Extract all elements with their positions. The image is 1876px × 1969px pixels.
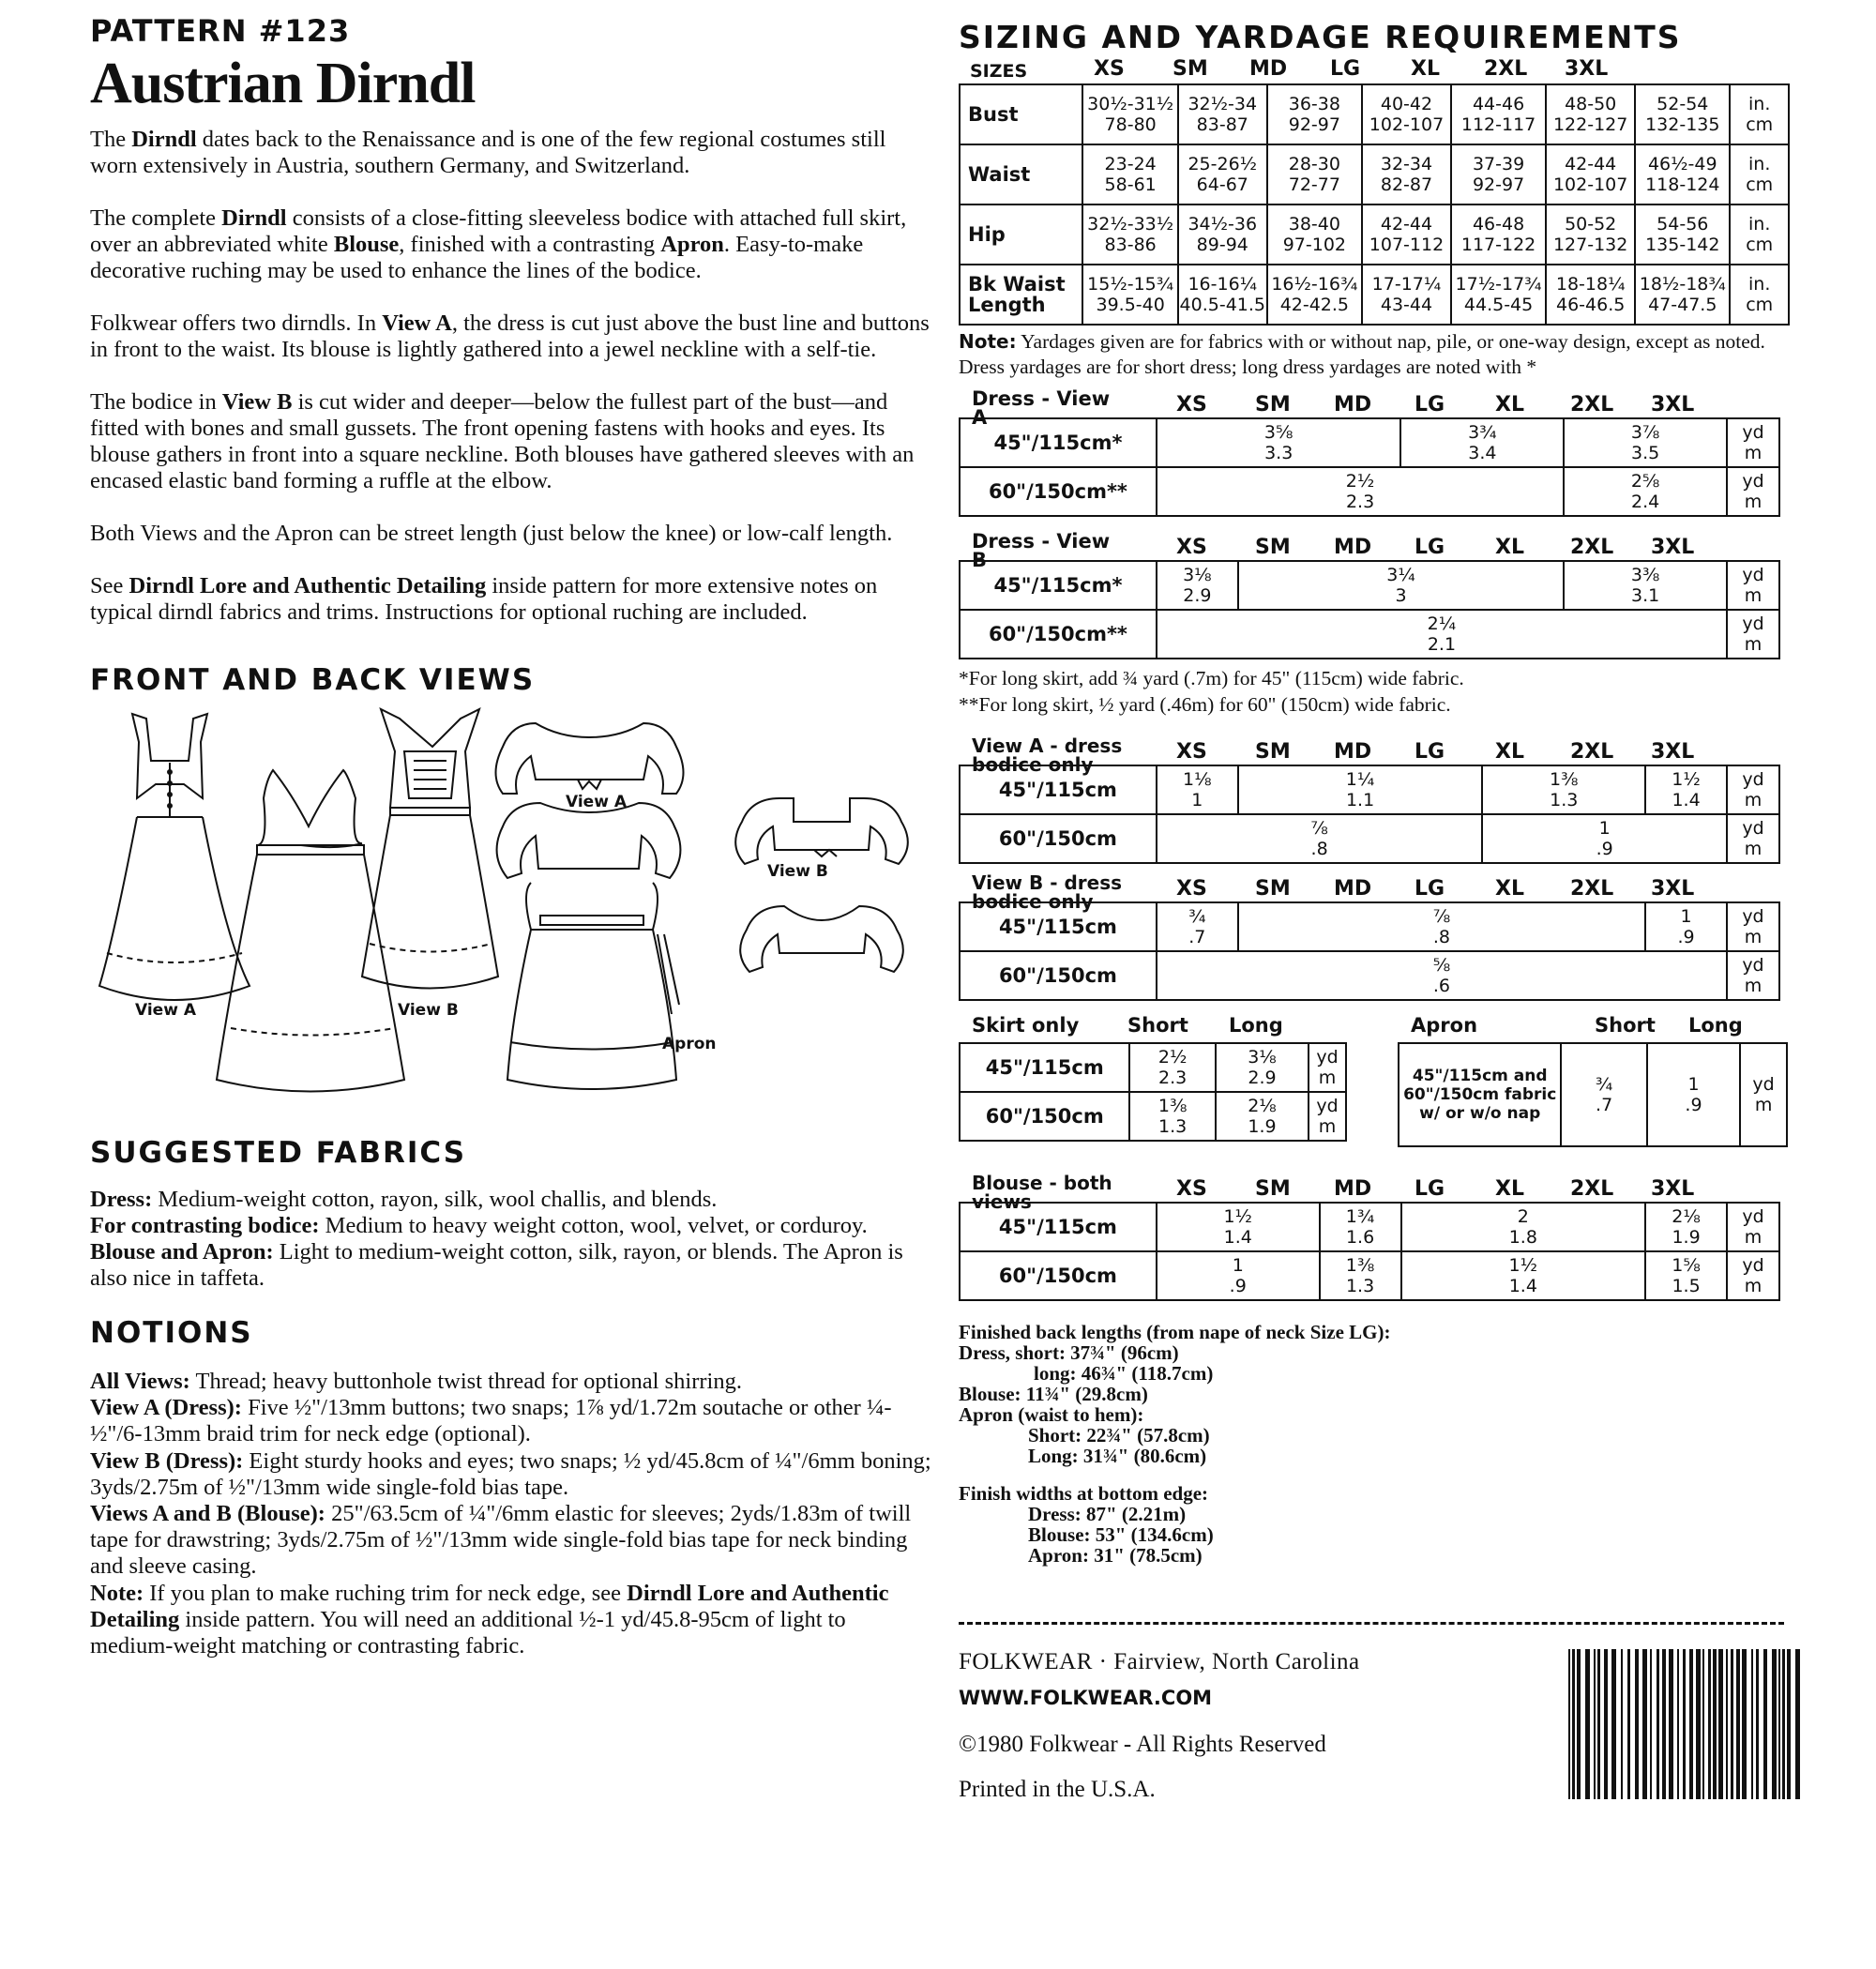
yardage-cell: 3⅞ 3.5 — [1564, 418, 1727, 467]
sizing-heading: SIZING AND YARDAGE REQUIREMENTS — [959, 19, 1682, 55]
sizes-header — [959, 57, 1859, 83]
barcode-bar — [1621, 1649, 1623, 1799]
yardage-cell: ¾ .7 — [1157, 902, 1238, 951]
size-header: 3XL — [1651, 877, 1695, 901]
barcode-bar — [1736, 1649, 1740, 1799]
measure-cell: 32½-33½ 83-86 — [1082, 204, 1177, 265]
barcode-bar — [1756, 1649, 1759, 1799]
long-note-2: **For long skirt, ½ yard (.46m) for 60" (150cm) wide fabric. — [959, 693, 1451, 716]
yardage-cell: 2½ 2.3 — [1157, 467, 1564, 516]
skirt-short-cell: 2½ 2.3 — [1129, 1043, 1215, 1092]
yardage-cell: 1 .9 — [1645, 902, 1727, 951]
skirt-row — [960, 1092, 1346, 1141]
intro-paragraph-5: Both Views and the Apron can be street length (just below the knee) or low-calf length. — [90, 521, 893, 546]
yardage-cell: 3⅝ 3.3 — [1157, 418, 1401, 467]
measure-label: Hip — [960, 204, 1082, 265]
size-header: 2XL — [1570, 740, 1614, 764]
width-apron: Apron: 31" (78.5cm) — [1028, 1544, 1203, 1567]
footer-website[interactable]: WWW.FOLKWEAR.COM — [959, 1687, 1213, 1709]
fabric-width-label: 60"/150cm — [960, 951, 1157, 1000]
dress_b-header — [959, 530, 1859, 571]
apron-col-short: Short — [1595, 1014, 1656, 1037]
yardage-cell: 1½ 1.4 — [1645, 765, 1727, 814]
measure-cell: 17½-17¾ 44.5-45 — [1451, 265, 1546, 325]
size-header: XS — [1176, 740, 1207, 764]
size-header: 2XL — [1570, 536, 1614, 559]
label-view-a: View A — [135, 1001, 196, 1020]
size-header: LG — [1415, 393, 1445, 417]
bodice-view-b-section — [959, 871, 1859, 1001]
dress_b-title: Dress - View B — [972, 530, 1111, 571]
dress-view-b-section — [959, 530, 1859, 659]
view-a-dress-sketch — [99, 714, 250, 1000]
dress_a-header — [959, 387, 1859, 429]
barcode-bar — [1627, 1649, 1630, 1799]
view-b-blouse-front-sketch — [735, 798, 908, 864]
yardage-cell: 3¼ 3 — [1238, 561, 1564, 610]
blouse-title: Blouse - both views — [972, 1172, 1112, 1213]
yardage-cell: ⅞ .8 — [1238, 902, 1645, 951]
size-header: XS — [1176, 393, 1207, 417]
skirt-col-long: Long — [1229, 1014, 1283, 1037]
apron-title: Apron — [1411, 1014, 1478, 1037]
size-header: LG — [1415, 877, 1445, 901]
skirt-section — [959, 1014, 1353, 1142]
measure-cell: 16-16¼ 40.5-41.5 — [1178, 265, 1267, 325]
barcode-bar — [1782, 1649, 1785, 1799]
yardage-units: yd m — [1727, 765, 1779, 814]
barcode-graphic — [1568, 1649, 1803, 1809]
yardage-units: yd m — [1727, 561, 1779, 610]
size-header: MD — [1334, 877, 1372, 901]
size-header: MD — [1334, 393, 1372, 417]
size-header: LG — [1415, 536, 1445, 559]
size-sm: SM — [1172, 57, 1208, 81]
skirt-units: yd m — [1309, 1092, 1346, 1141]
barcode-bar — [1726, 1649, 1728, 1799]
measure-cell: 32½-34 83-87 — [1178, 84, 1267, 144]
size-header: 2XL — [1570, 877, 1614, 901]
size-header: SM — [1255, 393, 1291, 417]
fabric-width-label: 45"/115cm — [960, 1043, 1129, 1092]
size-header: SM — [1255, 877, 1291, 901]
apron-section — [1398, 1014, 1792, 1147]
fabric-width-label: 60"/150cm — [960, 814, 1157, 863]
sizing-row — [960, 204, 1789, 265]
apron-units-cell: yd m — [1740, 1043, 1787, 1146]
size-header: XL — [1495, 877, 1524, 901]
measure-cell: 36-38 92-97 — [1267, 84, 1362, 144]
measure-label: Bk Waist Length — [960, 265, 1082, 325]
finished-dress-short: Dress, short: 37¾" (96cm) — [959, 1341, 1179, 1364]
barcode-bar — [1677, 1649, 1679, 1799]
finish-widths — [959, 1483, 1859, 1566]
measure-cell: 48-50 122-127 — [1546, 84, 1635, 144]
yardage-cell: 1⅝ 1.5 — [1645, 1251, 1727, 1300]
yardage-units: yd m — [1727, 951, 1779, 1000]
sizing-table — [959, 83, 1790, 326]
yardage-units: yd m — [1727, 814, 1779, 863]
finished-lengths — [959, 1322, 1859, 1466]
yardage-cell: 1¾ 1.6 — [1320, 1203, 1401, 1251]
barcode-bar — [1662, 1649, 1666, 1799]
apron-sketch — [507, 883, 679, 1089]
pattern-title: Austrian Dirndl — [90, 52, 476, 115]
yardage-cell: 1 .9 — [1482, 814, 1727, 863]
footer-copyright: ©1980 Folkwear - All Rights Reserved — [959, 1732, 1326, 1757]
dress-view-a-section — [959, 387, 1859, 517]
barcode-bar — [1718, 1649, 1723, 1799]
size-header: XS — [1176, 536, 1207, 559]
yardage-row — [960, 951, 1779, 1000]
label-view-b: View B — [398, 1001, 459, 1020]
measure-cell: 34½-36 89-94 — [1178, 204, 1267, 265]
yardage-cell: 2¼ 2.1 — [1157, 610, 1727, 659]
barcode-bar — [1604, 1649, 1608, 1799]
barcode-bar — [1635, 1649, 1639, 1799]
fabric-width-label: 60"/150cm — [960, 1251, 1157, 1300]
blouse-table — [959, 1202, 1780, 1301]
sizing-row — [960, 84, 1789, 144]
barcode-bar — [1787, 1649, 1791, 1799]
measure-units: in. cm — [1730, 265, 1789, 325]
apron-fabric-label: 45"/115cm and 60"/150cm fabric w/ or w/o nap — [1399, 1043, 1561, 1146]
garment-sketches — [90, 704, 934, 1127]
measure-cell: 40-42 102-107 — [1362, 84, 1451, 144]
label-blouse-view-b: View B — [767, 862, 828, 881]
barcode-bar — [1594, 1649, 1596, 1799]
finished-dress-long: long: 46¾" (118.7cm) — [1034, 1362, 1214, 1385]
finished-apron-heading: Apron (waist to hem): — [959, 1403, 1144, 1426]
barcode-bar — [1778, 1649, 1780, 1799]
fabric-width-label: 45"/115cm — [960, 902, 1157, 951]
barcode-bar — [1650, 1649, 1652, 1799]
yardage-cell: 2 1.8 — [1401, 1203, 1646, 1251]
bodice_a-title: View A - dress bodice only — [972, 735, 1123, 776]
intro-paragraph-1: The Dirndl dates back to the Renaissance and is one of the few regional costumes still worn extensively in Austria, southern Germany, and Switzerland. — [90, 127, 886, 178]
bodice_b-header — [959, 871, 1859, 913]
fabric-width-label: 45"/115cm — [960, 1203, 1157, 1251]
measure-units: in. cm — [1730, 144, 1789, 204]
yardage-units: yd m — [1727, 1203, 1779, 1251]
notion-all-views: All Views: Thread; heavy buttonhole twist thread for optional shirring. — [90, 1369, 742, 1394]
yardage-units: yd m — [1727, 610, 1779, 659]
barcode-bar — [1713, 1649, 1717, 1799]
measure-cell: 15½-15¾ 39.5-40 — [1082, 265, 1177, 325]
skirt-table — [959, 1042, 1347, 1142]
measure-cell: 52-54 132-135 — [1635, 84, 1730, 144]
barcode-bar — [1642, 1649, 1647, 1799]
barcode-bar — [1572, 1649, 1575, 1799]
size-header: XL — [1495, 1177, 1524, 1201]
blouse-section — [959, 1172, 1859, 1301]
size-header: XS — [1176, 877, 1207, 901]
measure-label: Bust — [960, 84, 1082, 144]
size-header: XL — [1495, 740, 1524, 764]
sizing-row — [960, 144, 1789, 204]
measure-cell: 44-46 112-117 — [1451, 84, 1546, 144]
barcode-bar — [1597, 1649, 1600, 1799]
size-header: SM — [1255, 536, 1291, 559]
finished-apron-short: Short: 22¾" (57.8cm) — [1028, 1424, 1210, 1446]
footer-printed: Printed in the U.S.A. — [959, 1777, 1156, 1802]
sizes-label: SIZES — [970, 61, 1028, 82]
fabrics-heading: SUGGESTED FABRICS — [90, 1136, 467, 1170]
skirt-long-cell: 2⅛ 1.9 — [1216, 1092, 1309, 1141]
size-3xl: 3XL — [1565, 57, 1609, 81]
size-header: 2XL — [1570, 393, 1614, 417]
barcode-bar — [1611, 1649, 1616, 1799]
yardage-row — [960, 467, 1779, 516]
barcode-bar — [1763, 1649, 1767, 1799]
fabric-blouse-apron: Blouse and Apron: Light to medium-weight cotton, silk, rayon, or blends. The Apron is also nice in taffeta. — [90, 1239, 903, 1291]
intro-paragraph-2: The complete Dirndl consists of a close-fitting sleeveless bodice with attached full skirt, over an abbreviated white Blouse, finished with a contrasting Apron. Easy-to-make decorative ruching may be used to enhance the lines of the bodice. — [90, 205, 907, 283]
size-2xl: 2XL — [1484, 57, 1528, 81]
yardage-row — [960, 1251, 1779, 1300]
bodice_a-table — [959, 765, 1780, 864]
skirt-units: yd m — [1309, 1043, 1346, 1092]
yardage-cell: 1⅛ 1 — [1157, 765, 1238, 814]
view-b-back-sketch — [217, 770, 404, 1092]
long-skirt-notes — [959, 665, 1859, 718]
skirt-row — [960, 1043, 1346, 1092]
yardage-cell: 1½ 1.4 — [1157, 1203, 1320, 1251]
yardage-cell: 3⅜ 3.1 — [1564, 561, 1727, 610]
barcode-bar — [1696, 1649, 1701, 1799]
sizing-row — [960, 265, 1789, 325]
yardage-cell: 3¾ 3.4 — [1400, 418, 1564, 467]
measure-cell: 37-39 92-97 — [1451, 144, 1546, 204]
notion-view-a: View A (Dress): Five ½"/13mm buttons; two snaps; 1⅞ yd/1.72m soutache or other ¼-½"/6-13mm braid trim for neck edge (optional). — [90, 1395, 892, 1447]
barcode-bar — [1577, 1649, 1581, 1799]
yardage-cell: 1¼ 1.1 — [1238, 765, 1483, 814]
blouse-header — [959, 1172, 1859, 1213]
measure-cell: 46-48 117-122 — [1451, 204, 1546, 265]
views-heading: FRONT AND BACK VIEWS — [90, 663, 536, 697]
size-header: 2XL — [1570, 1177, 1614, 1201]
finished-lengths-heading: Finished back lengths (from nape of neck Size LG): — [959, 1321, 1391, 1343]
barcode-bar — [1585, 1649, 1590, 1799]
intro-paragraph-3: Folkwear offers two dirndls. In View A, the dress is cut just above the bust line and buttons in front to the waist. Its blouse is lightly gathered into a jewel neckline with a self-tie. — [90, 310, 930, 362]
measure-cell: 16½-16¾ 42-42.5 — [1267, 265, 1362, 325]
yardage-cell: 1½ 1.4 — [1401, 1251, 1646, 1300]
yardage-cell: 3⅛ 2.9 — [1157, 561, 1238, 610]
size-header: LG — [1415, 1177, 1445, 1201]
size-header: SM — [1255, 740, 1291, 764]
barcode-bar — [1689, 1649, 1693, 1799]
size-header: XS — [1176, 1177, 1207, 1201]
yardage-units: yd m — [1727, 418, 1779, 467]
yardage-cell: ⅞ .8 — [1157, 814, 1482, 863]
yardage-row — [960, 814, 1779, 863]
size-lg: LG — [1330, 57, 1361, 81]
fabric-width-label: 45"/115cm* — [960, 561, 1157, 610]
label-blouse-view-a: View A — [566, 793, 627, 811]
bodice_a-header — [959, 735, 1859, 776]
right-column — [959, 19, 1859, 1812]
barcode-bar — [1657, 1649, 1659, 1799]
notions-heading: NOTIONS — [90, 1316, 253, 1350]
fabric-width-label: 60"/150cm** — [960, 467, 1157, 516]
notion-note: Note: If you plan to make ruching trim for neck edge, see Dirndl Lore and Authentic Detailing inside pattern. You will need an additional ½-1 yd/45.8-95cm of light to medium-weight matching or contrasting fabric. — [90, 1580, 889, 1659]
measure-cell: 32-34 82-87 — [1362, 144, 1451, 204]
apron-short-cell: ¾ .7 — [1561, 1043, 1646, 1146]
yardage-cell: 1⅜ 1.3 — [1482, 765, 1645, 814]
barcode-bar — [1708, 1649, 1711, 1799]
front-back-views-illustration — [90, 704, 934, 1127]
notion-blouse: Views A and B (Blouse): 25"/63.5cm of ¼"/6mm elastic for sleeves; 2yds/1.83m of twill tape for drawstring; 3yds/2.75m of ½"/13mm wide single-fold bias tape for neck binding and sleeve casing. — [90, 1501, 912, 1580]
barcode-bar — [1772, 1649, 1777, 1799]
skirt-col-short: Short — [1127, 1014, 1188, 1037]
barcode-bar — [1702, 1649, 1704, 1799]
bodice_b-title: View B - dress bodice only — [972, 871, 1123, 913]
size-header: 3XL — [1651, 536, 1695, 559]
yardage-cell: 2⅛ 1.9 — [1645, 1203, 1727, 1251]
size-xl: XL — [1411, 57, 1440, 81]
skirt-title: Skirt only — [972, 1014, 1080, 1037]
yardage-note: Note: Yardages given are for fabrics with or without nap, pile, or one-way design, except as noted. Dress yardages are for short dress; long dress yardages are noted with * — [959, 330, 1765, 378]
size-header: XL — [1495, 393, 1524, 417]
size-header: SM — [1255, 1177, 1291, 1201]
view-a-blouse-back-sketch — [497, 803, 681, 878]
yardage-cell: 1 .9 — [1157, 1251, 1320, 1300]
dress_b-table — [959, 560, 1780, 659]
barcode-bar — [1683, 1649, 1686, 1799]
size-header: MD — [1334, 1177, 1372, 1201]
size-header: LG — [1415, 740, 1445, 764]
bodice_b-table — [959, 901, 1780, 1001]
size-header: 3XL — [1651, 1177, 1695, 1201]
measure-cell: 18½-18¾ 47-47.5 — [1635, 265, 1730, 325]
measure-cell: 30½-31½ 78-80 — [1082, 84, 1177, 144]
width-blouse: Blouse: 53" (134.6cm) — [1028, 1523, 1214, 1546]
fabric-dress: Dress: Medium-weight cotton, rayon, silk, wool challis, and blends. — [90, 1187, 718, 1212]
measure-cell: 46½-49 118-124 — [1635, 144, 1730, 204]
measure-cell: 42-44 107-112 — [1362, 204, 1451, 265]
notion-view-b: View B (Dress): Eight sturdy hooks and eyes; two snaps; ½ yd/45.8cm of ¼"/6mm boning; 3yds/2.75m of ½"/13mm wide single-fold bias tape. — [90, 1447, 931, 1500]
dress_a-title: Dress - View A — [972, 387, 1111, 429]
fabric-width-label: 45"/115cm — [960, 765, 1157, 814]
fabric-bodice: For contrasting bodice: Medium to heavy weight cotton, wool, velvet, or corduroy. — [90, 1213, 868, 1238]
size-header: MD — [1334, 536, 1372, 559]
measure-cell: 42-44 102-107 — [1546, 144, 1635, 204]
view-b-blouse-back-sketch — [740, 906, 903, 972]
size-header: 3XL — [1651, 740, 1695, 764]
left-column — [90, 13, 934, 1659]
apron-col-long: Long — [1688, 1014, 1743, 1037]
yardage-cell: 1⅜ 1.3 — [1320, 1251, 1401, 1300]
size-header: XL — [1495, 536, 1524, 559]
barcode-bar — [1669, 1649, 1673, 1799]
measure-cell: 28-30 72-77 — [1267, 144, 1362, 204]
measure-units: in. cm — [1730, 204, 1789, 265]
intro-paragraph-6: See Dirndl Lore and Authentic Detailing inside pattern for more extensive notes on typical dirndl fabrics and trims. Instructions for optional ruching are included. — [90, 573, 878, 625]
barcode-bar — [1795, 1649, 1800, 1799]
size-header: 3XL — [1651, 393, 1695, 417]
footer-company: FOLKWEAR · Fairview, North Carolina — [959, 1649, 1360, 1674]
measure-cell: 18-18¼ 46-46.5 — [1546, 265, 1635, 325]
measure-cell: 23-24 58-61 — [1082, 144, 1177, 204]
finished-blouse: Blouse: 11¾" (29.8cm) — [959, 1383, 1148, 1405]
measure-cell: 17-17¼ 43-44 — [1362, 265, 1451, 325]
barcode-bar — [1742, 1649, 1747, 1799]
measure-label: Waist — [960, 144, 1082, 204]
size-xs: XS — [1094, 57, 1125, 81]
skirt-apron-section — [959, 1014, 1859, 1155]
yardage-units: yd m — [1727, 902, 1779, 951]
apron-long-cell: 1 .9 — [1647, 1043, 1740, 1146]
size-md: MD — [1249, 57, 1288, 81]
yardage-cell: ⅝ .6 — [1157, 951, 1727, 1000]
fabric-width-label: 60"/150cm — [960, 1092, 1129, 1141]
fabric-width-label: 60"/150cm** — [960, 610, 1157, 659]
width-dress: Dress: 87" (2.21m) — [1028, 1503, 1187, 1525]
label-apron: Apron — [662, 1035, 717, 1053]
apron-table — [1398, 1042, 1788, 1147]
measure-cell: 38-40 97-102 — [1267, 204, 1362, 265]
fabric-width-label: 45"/115cm* — [960, 418, 1157, 467]
size-header: MD — [1334, 740, 1372, 764]
finished-apron-long: Long: 31¾" (80.6cm) — [1028, 1445, 1207, 1467]
intro-paragraph-4: The bodice in View B is cut wider and deeper—below the fullest part of the bust—and fitted with bones and small gussets. The front opening fastens with hooks and eyes. Its blouse gathers in front into a square neckline. Both blouses have gathered sleeves with an encased elastic band forming a ruffle at the elbow. — [90, 389, 915, 493]
yardage-units: yd m — [1727, 467, 1779, 516]
pattern-number: PATTERN #123 — [90, 13, 351, 49]
long-note-1: *For long skirt, add ¾ yard (.7m) for 45" (115cm) wide fabric. — [959, 667, 1464, 689]
measure-cell: 25-26½ 64-67 — [1178, 144, 1267, 204]
measure-cell: 54-56 135-142 — [1635, 204, 1730, 265]
footer — [959, 1625, 1859, 1812]
finish-widths-heading: Finish widths at bottom edge: — [959, 1482, 1209, 1505]
yardage-row — [960, 610, 1779, 659]
yardage-units: yd m — [1727, 1251, 1779, 1300]
barcode-bar — [1731, 1649, 1733, 1799]
skirt-long-cell: 3⅛ 2.9 — [1216, 1043, 1309, 1092]
dress_a-table — [959, 417, 1780, 517]
skirt-short-cell: 1⅜ 1.3 — [1129, 1092, 1215, 1141]
view-a-blouse-front-sketch — [496, 723, 684, 794]
barcode-bar — [1751, 1649, 1753, 1799]
measure-units: in. cm — [1730, 84, 1789, 144]
suggested-fabrics — [90, 1187, 934, 1292]
measure-cell: 50-52 127-132 — [1546, 204, 1635, 265]
notions-list — [90, 1369, 934, 1659]
barcode-bar — [1568, 1649, 1570, 1799]
view-b-front-sketch — [362, 709, 498, 989]
yardage-cell: 2⅝ 2.4 — [1564, 467, 1727, 516]
bodice-view-a-section — [959, 735, 1859, 864]
